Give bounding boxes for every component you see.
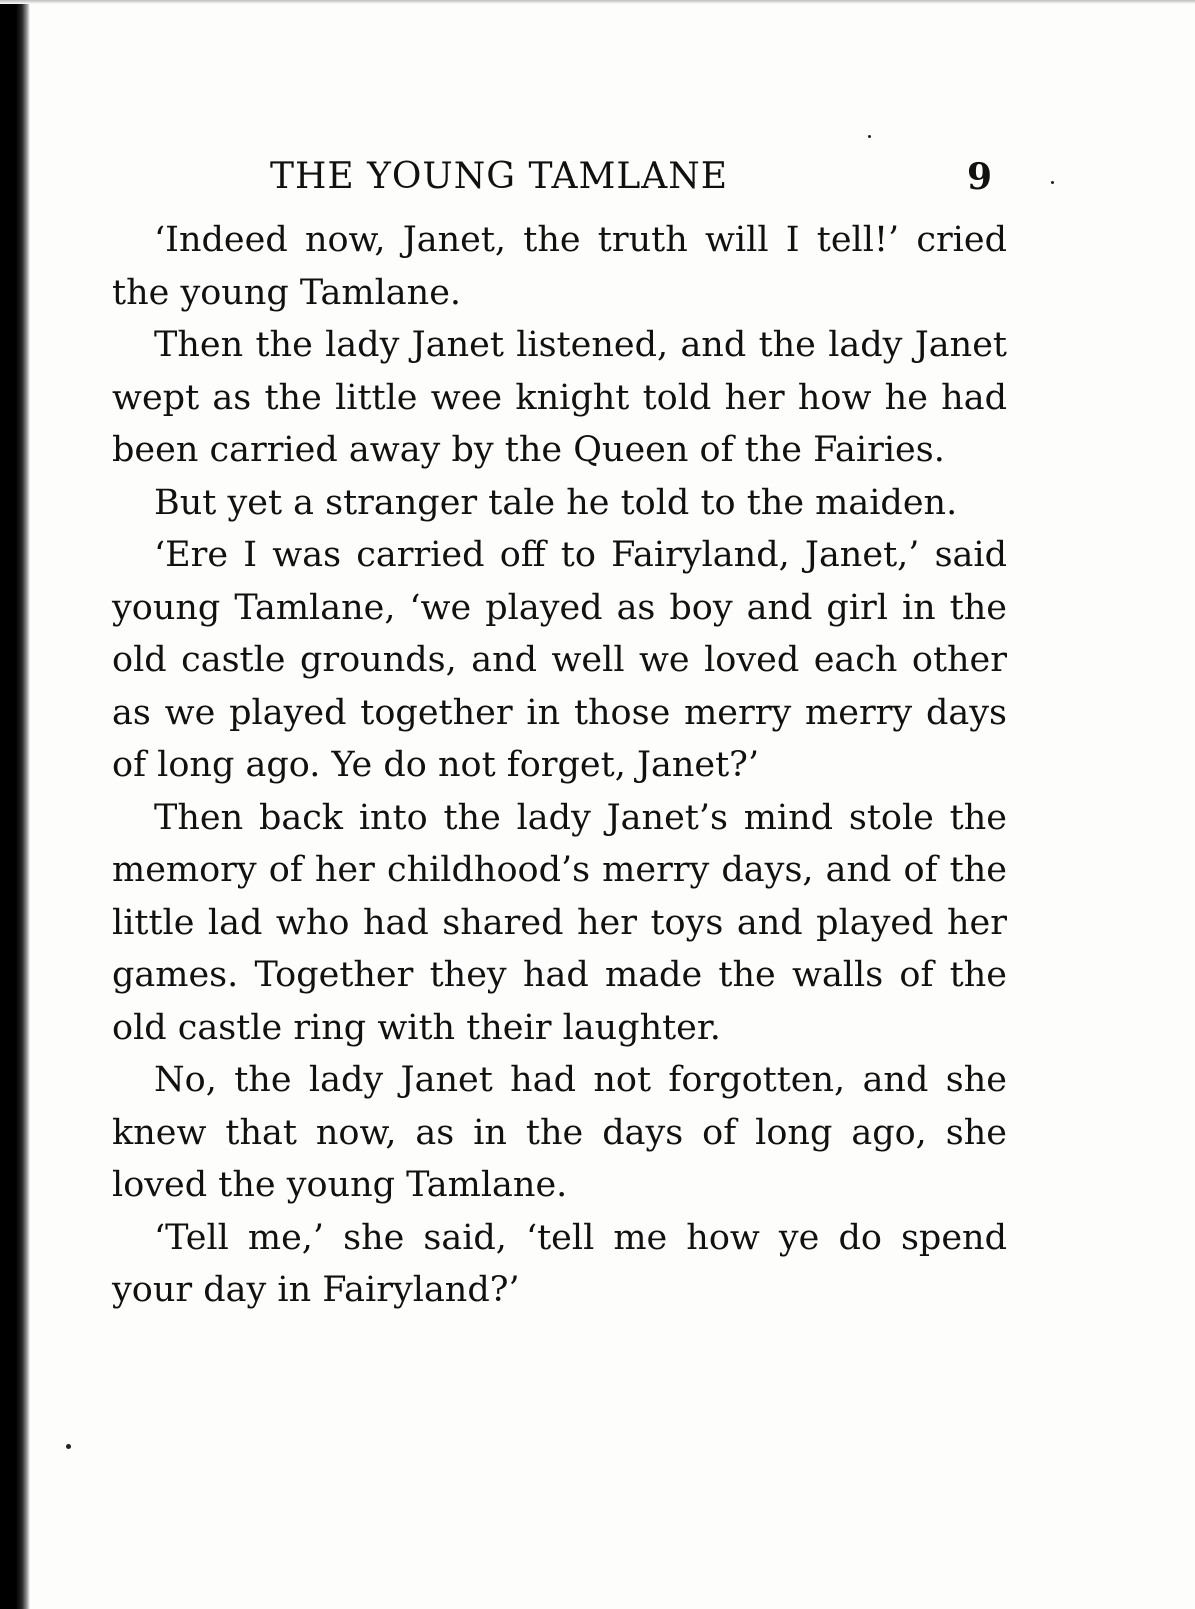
body-text [112,214,1007,1317]
page-number: 9 [967,156,994,198]
paragraph: Then back into the lady Janet’s mind stole the memory of her childhood’s merry days, and of the little lad who had shared her toys and played her games. Together they had made the walls of the old castle ring with their laughter. [112,797,1007,1048]
scan-top-edge [0,0,1195,4]
paragraph: No, the lady Janet had not forgotten, and she knew that now, as in the days of long ago, she loved the young Tamlane. [112,1060,1007,1205]
scan-speck [1051,181,1054,184]
paragraph: Then the lady Janet listened, and the lady Janet wept as the little wee knight told her how he had been carried away by the Queen of the Fairies. [112,325,1007,470]
paragraph: ‘Ere I was carried off to Fairyland, Janet,’ said young Tamlane, ‘we played as boy and girl in the old castle grounds, and well we loved each other as we played together in those merry merry days of long ago. Ye do not forget, Janet?’ [112,535,1007,785]
running-head [270,152,1040,202]
scan-speck [868,135,871,138]
scan-binding-shadow [0,0,30,1609]
paragraph: ‘Tell me,’ she said, ‘tell me how ye do spend your day in Fairyland?’ [112,1217,1007,1310]
scan-speck [66,1444,71,1449]
running-title: THE YOUNG TAMLANE [270,156,729,197]
paragraph: But yet a stranger tale he told to the maiden. [154,482,958,523]
paragraph: ‘Indeed now, Janet, the truth will I tell!’ cried the young Tamlane. [112,220,1007,313]
